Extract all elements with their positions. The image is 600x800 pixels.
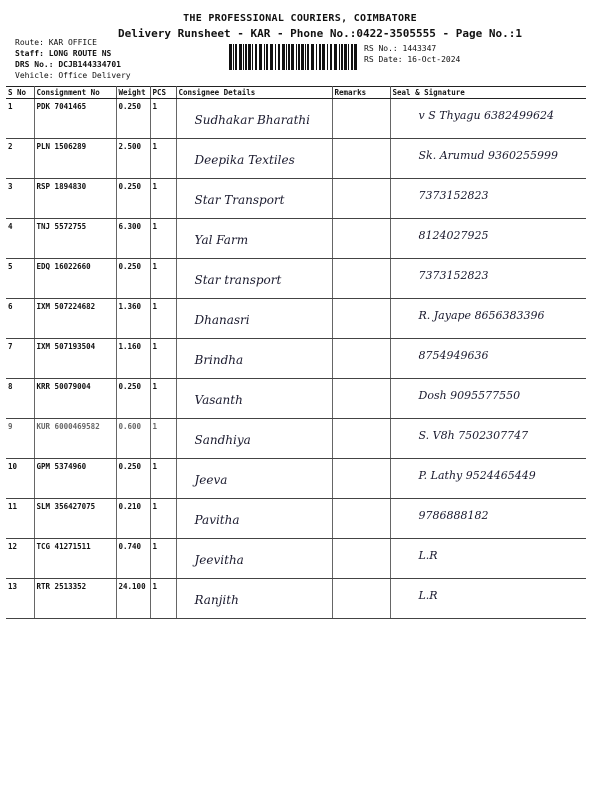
row-consignment-no: KRR 50079004 <box>34 379 116 419</box>
table-row <box>6 339 586 379</box>
handwritten-signature: 9786888182 <box>418 509 489 522</box>
handwritten-consignee: Star Transport <box>194 193 285 207</box>
barcode-bar <box>233 44 234 70</box>
row-pcs: 1 <box>150 499 176 539</box>
row-weight: 1.360 <box>116 299 150 339</box>
row-remarks <box>332 499 390 539</box>
barcode-bar <box>252 44 253 70</box>
rs-date: RS Date: 16-Oct-2024 <box>364 55 461 64</box>
barcode-bar <box>278 44 280 70</box>
row-remarks <box>332 299 390 339</box>
row-consignment-no: SLM 356427075 <box>34 499 116 539</box>
row-weight: 0.250 <box>116 259 150 299</box>
row-weight: 24.100 <box>116 579 150 619</box>
barcode-bar <box>327 44 328 70</box>
row-sno: 8 <box>6 379 34 419</box>
table-row <box>6 99 586 139</box>
barcode-bar <box>239 44 242 70</box>
barcode-bar <box>339 44 340 70</box>
barcode-bar <box>245 44 247 70</box>
row-consignment-no: GPM 5374960 <box>34 459 116 499</box>
row-consignment-no: RTR 2513352 <box>34 579 116 619</box>
handwritten-signature: P. Lathy 9524465449 <box>418 469 536 482</box>
row-sno: 12 <box>6 539 34 579</box>
row-remarks <box>332 219 390 259</box>
row-consignment-no: IXM 507193504 <box>34 339 116 379</box>
header-sno: S No <box>6 87 34 99</box>
barcode-bar <box>301 44 304 70</box>
table-row <box>6 539 586 579</box>
row-sno: 7 <box>6 339 34 379</box>
barcode-bar <box>296 44 297 70</box>
barcode-bar <box>341 44 343 70</box>
row-signature <box>390 299 586 339</box>
row-consignment-no: PDK 7041465 <box>34 99 116 139</box>
row-consignment-no: RSP 1894830 <box>34 179 116 219</box>
row-pcs: 1 <box>150 379 176 419</box>
row-signature <box>390 579 586 619</box>
header-consignment-no: Consignment No <box>34 87 116 99</box>
handwritten-consignee: Ranjith <box>194 593 239 607</box>
row-weight: 2.500 <box>116 139 150 179</box>
handwritten-consignee: Deepika Textiles <box>194 153 295 167</box>
header-pcs: PCS <box>150 87 176 99</box>
vehicle-label: Vehicle: Office Delivery <box>15 71 131 80</box>
barcode-bar <box>298 44 300 70</box>
row-signature <box>390 459 586 499</box>
row-weight: 0.210 <box>116 499 150 539</box>
row-remarks <box>332 459 390 499</box>
row-consignee <box>176 259 332 299</box>
row-consignment-no: TNJ 5572755 <box>34 219 116 259</box>
row-pcs: 1 <box>150 219 176 259</box>
barcode-bar <box>235 44 237 70</box>
barcode-bar <box>319 44 321 70</box>
table-row <box>6 459 586 499</box>
barcode-bar <box>255 44 257 70</box>
route-info-block <box>15 37 131 81</box>
row-consignment-no: EDQ 16022660 <box>34 259 116 299</box>
handwritten-signature: S. V8h 7502307747 <box>418 429 529 442</box>
header-remarks: Remarks <box>332 87 390 99</box>
handwritten-consignee: Yal Farm <box>194 233 249 247</box>
row-consignee <box>176 379 332 419</box>
barcode-bar <box>307 44 309 70</box>
barcode-bar <box>351 44 353 70</box>
row-signature <box>390 99 586 139</box>
drs-number: DRS No.: DCJB144334701 <box>15 60 121 69</box>
barcode-bar <box>229 44 232 70</box>
row-pcs: 1 <box>150 99 176 139</box>
row-remarks <box>332 379 390 419</box>
table-row <box>6 219 586 259</box>
header-seal-signature: Seal & Signature <box>390 87 586 99</box>
handwritten-signature: 8124027925 <box>418 229 489 242</box>
barcode-bar <box>322 44 325 70</box>
handwritten-consignee: Vasanth <box>194 393 243 407</box>
handwritten-signature: 7373152823 <box>418 269 489 282</box>
row-sno: 3 <box>6 179 34 219</box>
staff-label: Staff: LONG ROUTE NS <box>15 49 112 58</box>
row-signature <box>390 179 586 219</box>
row-consignee <box>176 419 332 459</box>
handwritten-signature: Dosh 9095577550 <box>418 389 521 402</box>
row-weight: 6.300 <box>116 219 150 259</box>
row-signature <box>390 539 586 579</box>
barcode-bar <box>334 44 337 70</box>
row-pcs: 1 <box>150 259 176 299</box>
barcode-bar <box>316 44 317 70</box>
row-consignee <box>176 179 332 219</box>
row-signature <box>390 379 586 419</box>
barcode-bar <box>288 44 290 70</box>
company-name: THE PROFESSIONAL COURIERS, COIMBATORE <box>183 13 417 24</box>
row-remarks <box>332 99 390 139</box>
row-remarks <box>332 419 390 459</box>
handwritten-signature: 7373152823 <box>418 189 489 202</box>
barcode-bar <box>344 44 347 70</box>
handwritten-signature: R. Jayape 8656383396 <box>418 309 545 322</box>
barcode-bar <box>270 44 273 70</box>
row-pcs: 1 <box>150 459 176 499</box>
rs-info-block <box>364 43 460 65</box>
rs-number: RS No.: 1443347 <box>364 44 437 53</box>
row-consignee <box>176 579 332 619</box>
row-sno: 6 <box>6 299 34 339</box>
row-signature <box>390 499 586 539</box>
route-label: Route: KAR OFFICE <box>15 38 97 47</box>
table-row <box>6 579 586 619</box>
row-remarks <box>332 579 390 619</box>
row-pcs: 1 <box>150 419 176 459</box>
handwritten-consignee: Sudhakar Bharathi <box>194 113 310 127</box>
barcode-bar <box>286 44 287 70</box>
handwritten-consignee: Jeevitha <box>194 553 244 567</box>
handwritten-signature: 8754949636 <box>418 349 489 362</box>
row-remarks <box>332 139 390 179</box>
row-pcs: 1 <box>150 139 176 179</box>
handwritten-consignee: Sandhiya <box>194 433 251 447</box>
table-header-row <box>6 87 586 99</box>
row-consignee <box>176 339 332 379</box>
row-consignee <box>176 139 332 179</box>
row-consignee <box>176 539 332 579</box>
row-sno: 9 <box>6 419 34 459</box>
row-pcs: 1 <box>150 179 176 219</box>
barcode-image <box>229 44 357 70</box>
row-consignee <box>176 99 332 139</box>
barcode-bar <box>305 44 306 70</box>
row-sno: 4 <box>6 219 34 259</box>
row-signature <box>390 339 586 379</box>
barcode-bar <box>330 44 332 70</box>
table-row <box>6 259 586 299</box>
table-row <box>6 379 586 419</box>
handwritten-signature: L.R <box>418 589 438 602</box>
row-consignment-no: TCG 41271511 <box>34 539 116 579</box>
row-consignment-no: KUR 6000469582 <box>34 419 116 459</box>
row-sno: 11 <box>6 499 34 539</box>
handwritten-consignee: Star transport <box>194 273 282 287</box>
handwritten-signature: Sk. Arumud 9360255999 <box>418 149 559 162</box>
row-sno: 10 <box>6 459 34 499</box>
barcode-bar <box>275 44 276 70</box>
row-remarks <box>332 259 390 299</box>
row-signature <box>390 139 586 179</box>
row-consignee <box>176 499 332 539</box>
table-row <box>6 419 586 459</box>
handwritten-signature: L.R <box>418 549 438 562</box>
row-weight: 0.740 <box>116 539 150 579</box>
row-signature <box>390 419 586 459</box>
row-pcs: 1 <box>150 339 176 379</box>
row-remarks <box>332 539 390 579</box>
barcode-bar <box>311 44 314 70</box>
row-consignee <box>176 219 332 259</box>
row-weight: 0.250 <box>116 379 150 419</box>
row-consignee <box>176 299 332 339</box>
row-signature <box>390 259 586 299</box>
table-row <box>6 299 586 339</box>
barcode-bar <box>282 44 285 70</box>
row-remarks <box>332 179 390 219</box>
runsheet-table <box>6 86 586 619</box>
row-weight: 1.160 <box>116 339 150 379</box>
handwritten-signature: v S Thyagu 6382499624 <box>418 109 555 122</box>
row-pcs: 1 <box>150 299 176 339</box>
barcode-bar <box>354 44 357 70</box>
handwritten-consignee: Pavitha <box>194 513 240 527</box>
row-consignment-no: PLN 1506289 <box>34 139 116 179</box>
barcode-bar <box>248 44 251 70</box>
barcode-bar <box>264 44 265 70</box>
row-sno: 13 <box>6 579 34 619</box>
row-weight: 0.250 <box>116 459 150 499</box>
handwritten-consignee: Dhanasri <box>194 313 250 327</box>
barcode-bar <box>291 44 294 70</box>
row-remarks <box>332 339 390 379</box>
row-weight: 0.250 <box>116 99 150 139</box>
header-consignee-details: Consignee Details <box>176 87 332 99</box>
handwritten-consignee: Brindha <box>194 353 244 367</box>
row-sno: 2 <box>6 139 34 179</box>
row-weight: 0.600 <box>116 419 150 459</box>
barcode-bar <box>348 44 349 70</box>
table-row <box>6 139 586 179</box>
header-weight: Weight <box>116 87 150 99</box>
row-sno: 1 <box>6 99 34 139</box>
row-weight: 0.250 <box>116 179 150 219</box>
barcode-bar <box>243 44 244 70</box>
table-row <box>6 179 586 219</box>
row-pcs: 1 <box>150 579 176 619</box>
row-sno: 5 <box>6 259 34 299</box>
barcode-bar <box>259 44 262 70</box>
row-consignment-no: IXM 507224682 <box>34 299 116 339</box>
row-pcs: 1 <box>150 539 176 579</box>
barcode-bar <box>266 44 268 70</box>
runsheet-title: Delivery Runsheet - KAR - Phone No.:0422-3505555 - Page No.:1 <box>118 27 522 40</box>
row-signature <box>390 219 586 259</box>
row-consignee <box>176 459 332 499</box>
table-row <box>6 499 586 539</box>
handwritten-consignee: Jeeva <box>194 473 228 487</box>
